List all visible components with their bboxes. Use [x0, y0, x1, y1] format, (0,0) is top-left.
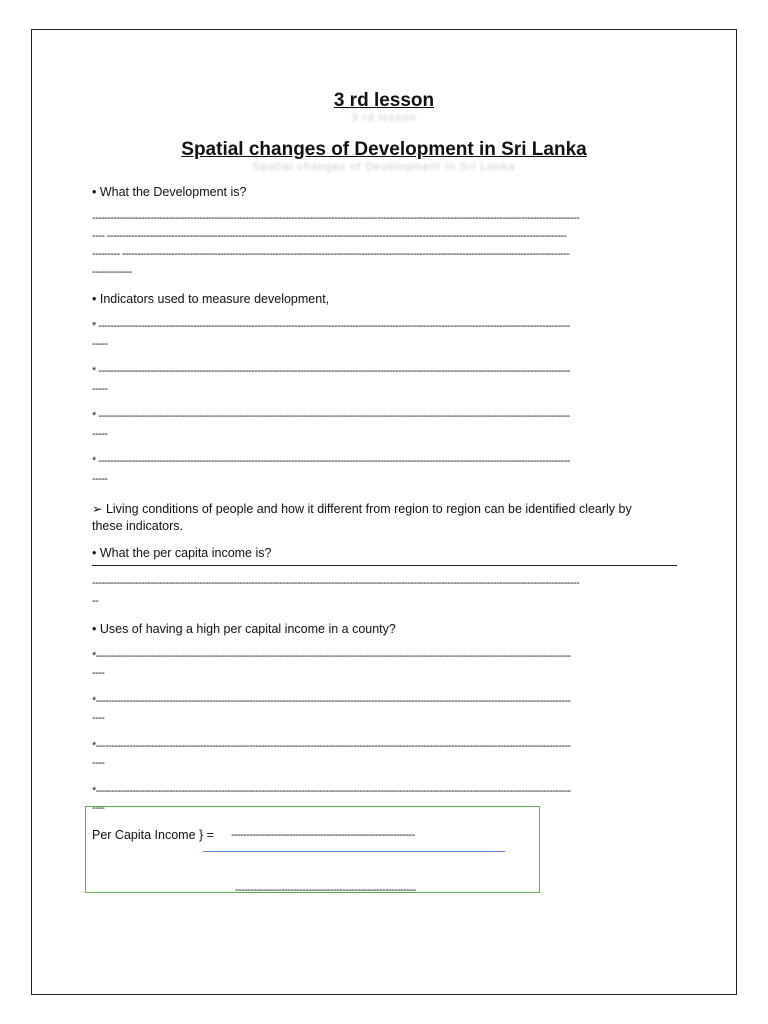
answer-line: --------------------------------------------------------------------------------------------------------------------------------------------------------------- [92, 212, 580, 224]
note-line-1: ➢ Living conditions of people and how it different from region to region can be identified clearly by [92, 502, 632, 516]
indicator-line: * ---------------------------------------------------------------------------------------------------------------------------------------------------------- [92, 410, 570, 422]
main-title: Spatial changes of Development in Sri Lanka [181, 139, 587, 160]
indicator-line: * ---------------------------------------------------------------------------------------------------------------------------------------------------------- [92, 320, 570, 332]
uses-line: *----------------------------------------------------------------------------------------------------------------------------------------------------------- [92, 695, 571, 707]
uses-line-tail: ---- [92, 667, 105, 679]
uses-line-tail: ---- [92, 712, 105, 724]
answer-line: ---- ------------------------------------------------------------------------------------------------------------------------------------------------------ [92, 230, 567, 242]
answer-line: --------- -------------------------------------------------------------------------------------------------------------------------------------------------- [92, 248, 570, 260]
uses-heading: • Uses of having a high per capital income in a county? [92, 622, 396, 636]
formula-numerator-line: ------------------------------------------------------------ [231, 829, 415, 841]
indicator-line: * ---------------------------------------------------------------------------------------------------------------------------------------------------------- [92, 455, 570, 467]
horizontal-rule [92, 565, 677, 566]
indicator-line-tail: ----- [92, 338, 108, 350]
fraction-bar [203, 851, 505, 852]
formula-label: Per Capita Income } = [92, 828, 214, 842]
formula-box [85, 806, 540, 893]
uses-line: *----------------------------------------------------------------------------------------------------------------------------------------------------------- [92, 650, 571, 662]
note-line-2: these indicators. [92, 519, 184, 533]
lesson-title: 3 rd lesson [333, 90, 435, 111]
lesson-title-reflection: 3 rd lesson [351, 112, 417, 124]
indicator-line-tail: ----- [92, 473, 108, 485]
indicators-heading: • Indicators used to measure development, [92, 292, 330, 306]
question-development-heading: • What the Development is? [92, 185, 247, 199]
indicator-line: * ---------------------------------------------------------------------------------------------------------------------------------------------------------- [92, 365, 570, 377]
main-title-reflection: Spatial changes of Development in Sri Lanka [252, 161, 516, 173]
uses-line-tail: ---- [92, 802, 105, 814]
per-capita-question: • What the per capita income is? [92, 546, 272, 560]
formula-denominator-line: ----------------------------------------------------------- [235, 884, 416, 896]
uses-line: *----------------------------------------------------------------------------------------------------------------------------------------------------------- [92, 740, 571, 752]
uses-line-tail: ---- [92, 757, 105, 769]
answer-line: --------------------------------------------------------------------------------------------------------------------------------------------------------------- [92, 577, 580, 589]
uses-line: *----------------------------------------------------------------------------------------------------------------------------------------------------------- [92, 785, 571, 797]
answer-line: ------------- [92, 266, 132, 278]
indicator-line-tail: ----- [92, 428, 108, 440]
indicator-line-tail: ----- [92, 383, 108, 395]
answer-line-tail: -- [92, 595, 99, 607]
